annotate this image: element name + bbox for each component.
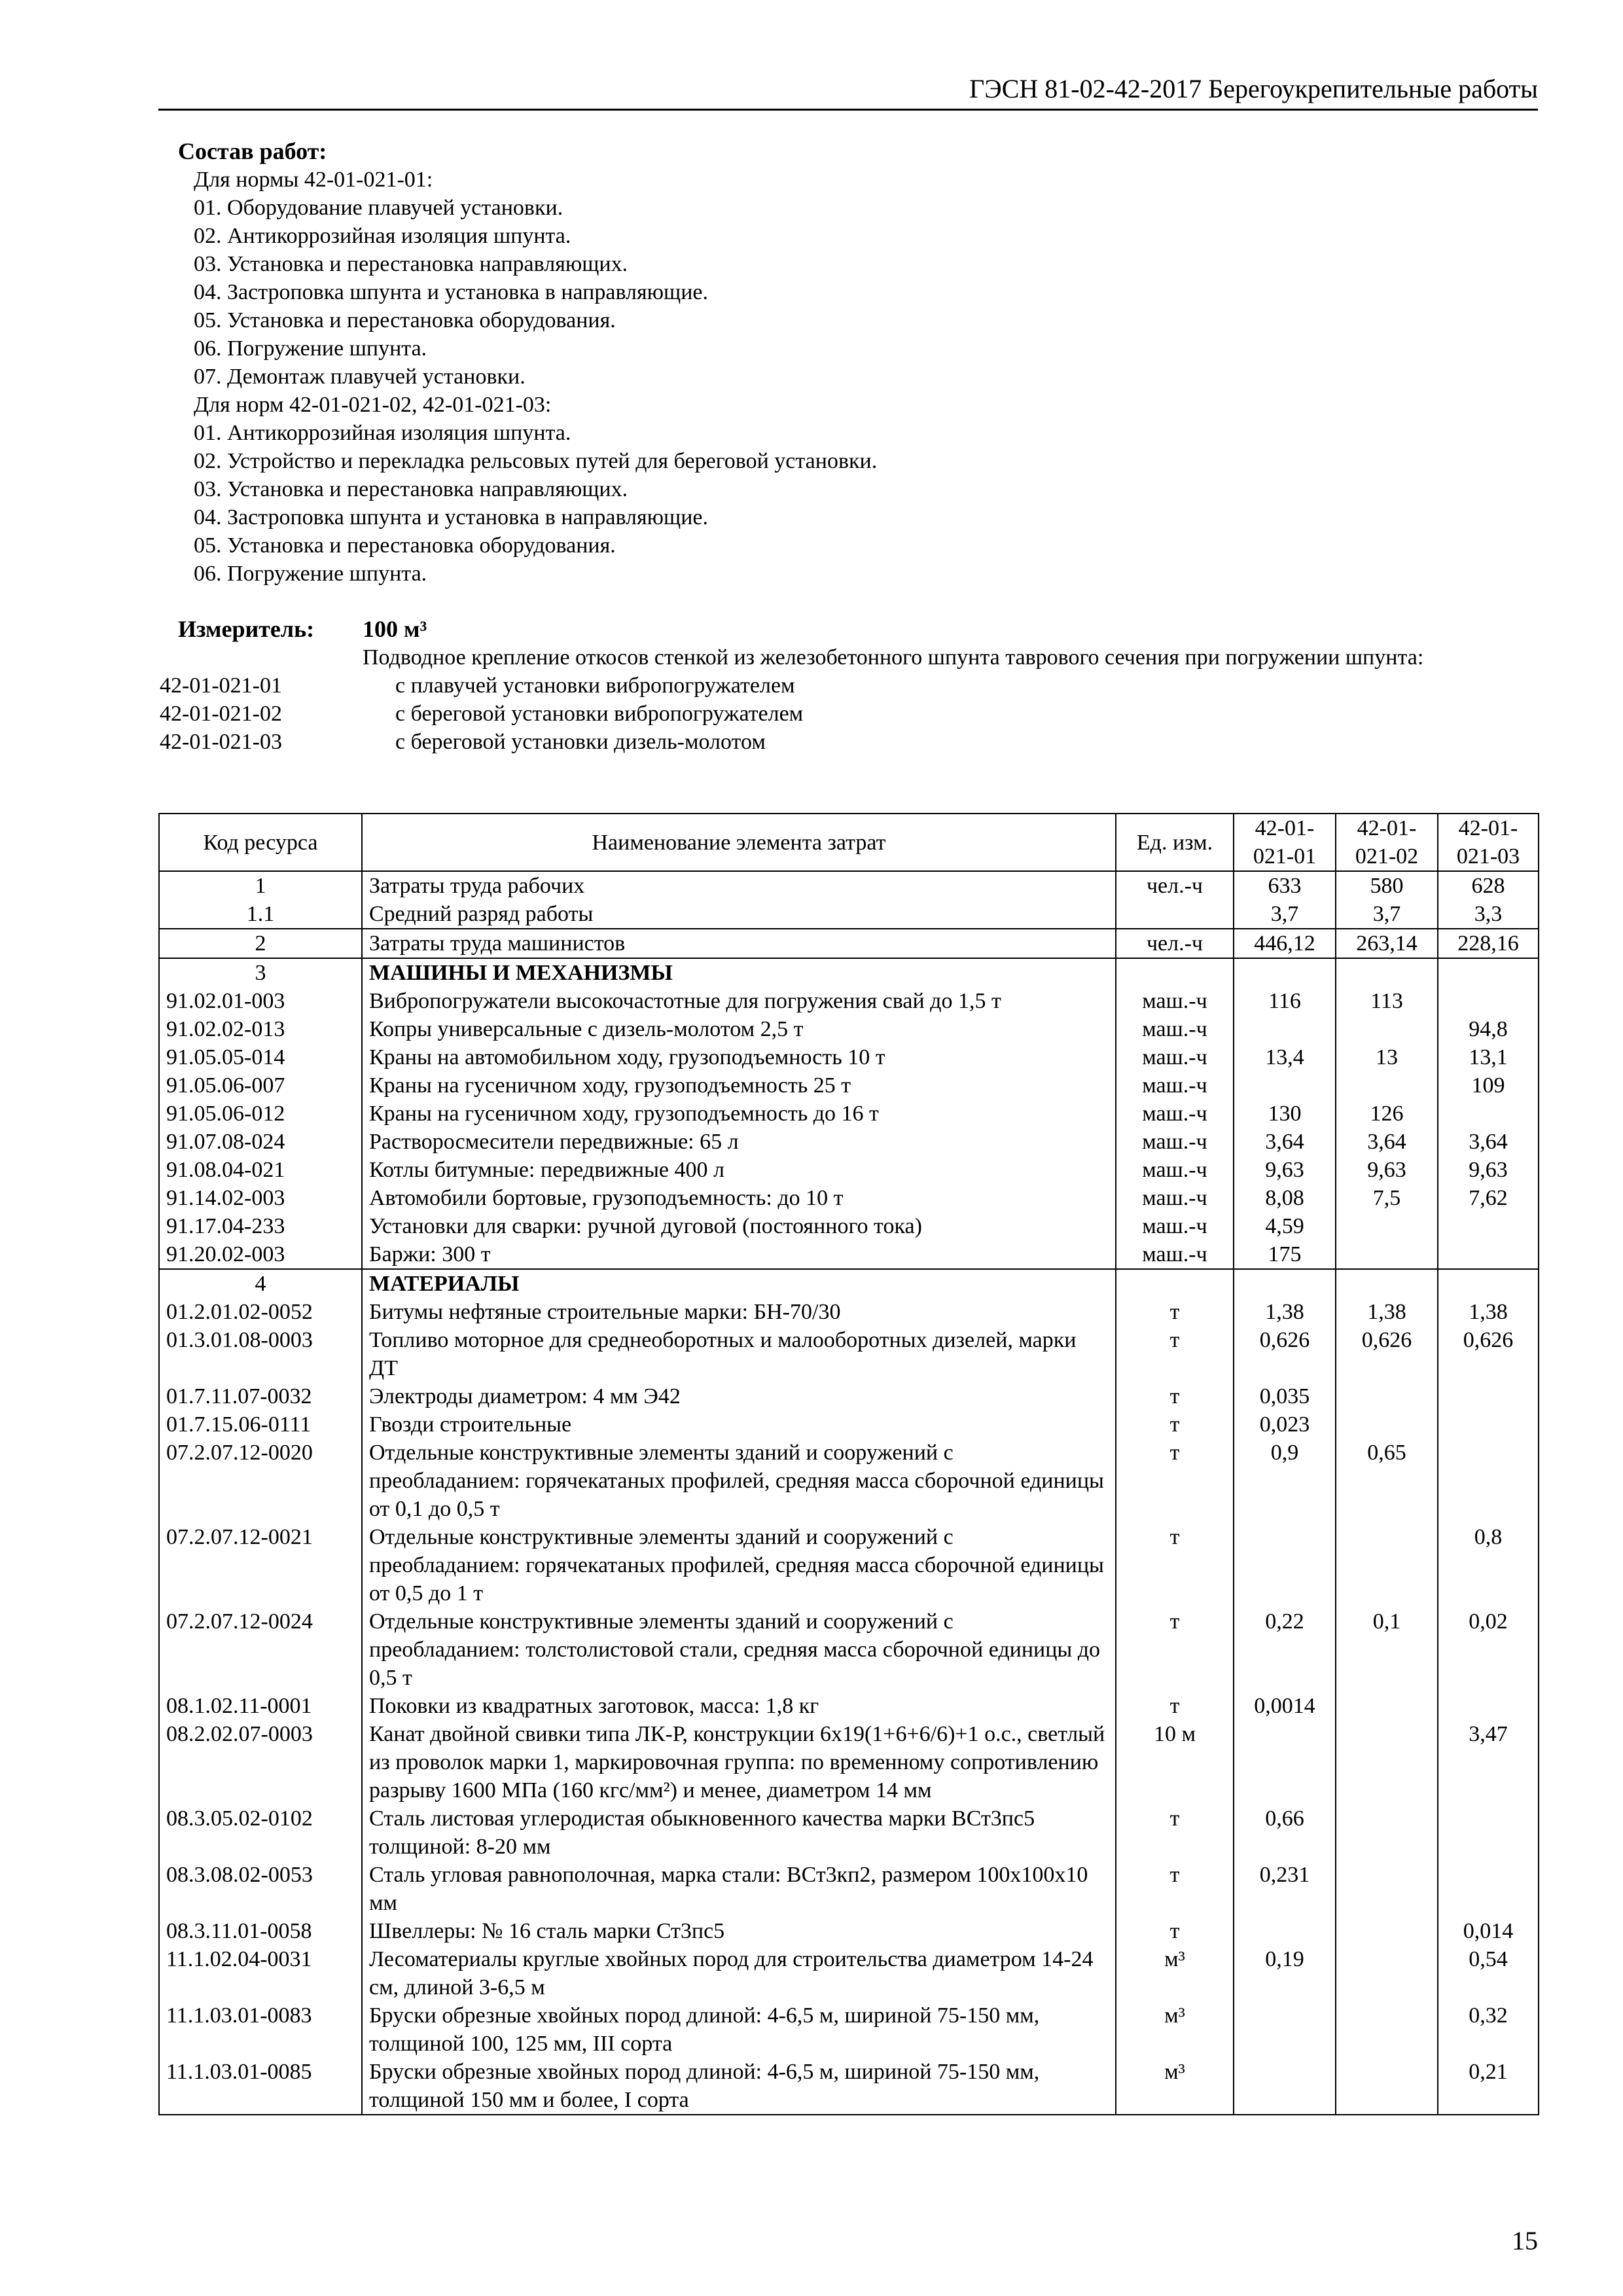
composition-line: 07. Демонтаж плавучей установки. xyxy=(194,365,526,389)
header-norm-2: 42-01-021-02 xyxy=(1336,814,1438,871)
header-unit: Ед. изм. xyxy=(1116,814,1234,871)
resource-name-cell: Баржи: 300 т xyxy=(362,1240,1116,1269)
unit-cell: т xyxy=(1116,1804,1234,1861)
value-norm-1-cell xyxy=(1234,958,1336,987)
value-norm-2-cell xyxy=(1336,1212,1438,1240)
variant-code: 42-01-021-03 xyxy=(160,730,282,754)
value-norm-1-cell xyxy=(1234,1523,1336,1607)
value-norm-3-cell xyxy=(1438,987,1539,1015)
composition-line: 05. Установка и перестановка оборудования. xyxy=(194,533,616,558)
header-norm-1: 42-01-021-01 xyxy=(1234,814,1336,871)
value-norm-3-cell: 109 xyxy=(1438,1071,1539,1100)
table-row xyxy=(159,1692,1539,1720)
unit-cell xyxy=(1116,900,1234,929)
value-norm-2-cell: 126 xyxy=(1336,1100,1438,1128)
resource-code-cell: 91.05.05-014 xyxy=(159,1043,362,1071)
resource-code-cell: 91.05.06-012 xyxy=(159,1100,362,1128)
unit-cell: маш.-ч xyxy=(1116,1184,1234,1212)
resource-name-cell: Средний разряд работы xyxy=(362,900,1116,929)
resource-name-cell: Краны на автомобильном ходу, грузоподъемность 10 т xyxy=(362,1043,1116,1071)
value-norm-3-cell: 0,626 xyxy=(1438,1326,1539,1382)
value-norm-2-cell xyxy=(1336,1720,1438,1804)
resource-name-cell: Топливо моторное для среднеоборотных и малооборотных дизелей, марки ДТ xyxy=(362,1326,1116,1382)
resource-name-cell: Вибропогружатели высокочастотные для погружения свай до 1,5 т xyxy=(362,987,1116,1015)
table-row xyxy=(159,1015,1539,1043)
resource-name-cell: Сталь листовая углеродистая обыкновенного качества марки ВСт3пс5 толщиной: 8-20 мм xyxy=(362,1804,1116,1861)
unit-cell: т xyxy=(1116,1917,1234,1945)
resource-code-cell: 91.05.06-007 xyxy=(159,1071,362,1100)
variant-row xyxy=(160,728,1541,756)
resource-name-cell: Гвозди строительные xyxy=(362,1410,1116,1439)
value-norm-3-cell: 0,8 xyxy=(1438,1523,1539,1607)
unit-cell xyxy=(1116,1269,1234,1298)
value-norm-3-cell: 0,014 xyxy=(1438,1917,1539,1945)
composition-line: 04. Застроповка шпунта и установка в направляющие. xyxy=(194,505,709,529)
resource-code-cell: 01.2.01.02-0052 xyxy=(159,1298,362,1326)
resource-name-cell: Сталь угловая равнополочная, марка стали: ВСт3кп2, размером 100х100х10 мм xyxy=(362,1861,1116,1917)
resource-code-cell: 01.7.15.06-0111 xyxy=(159,1410,362,1439)
table-row xyxy=(159,1861,1539,1917)
value-norm-3-cell xyxy=(1438,1439,1539,1523)
composition-line: Для нормы 42-01-021-01: xyxy=(194,168,433,192)
value-norm-2-cell: 3,7 xyxy=(1336,900,1438,929)
resource-name-cell: Установки для сварки: ручной дуговой (постоянного тока) xyxy=(362,1212,1116,1240)
resource-code-cell: 01.7.11.07-0032 xyxy=(159,1382,362,1410)
value-norm-3-cell: 0,32 xyxy=(1438,2001,1539,2058)
value-norm-1-cell: 0,231 xyxy=(1234,1861,1336,1917)
table-row xyxy=(159,1212,1539,1240)
work-composition xyxy=(178,137,1539,588)
value-norm-1-cell: 633 xyxy=(1234,871,1336,900)
resource-code-cell: 1.1 xyxy=(159,900,362,929)
resource-name-cell: Швеллеры: № 16 сталь марки Ст3пс5 xyxy=(362,1917,1116,1945)
header-name: Наименование элемента затрат xyxy=(362,814,1116,871)
unit-cell: т xyxy=(1116,1410,1234,1439)
composition-line: Для норм 42-01-021-02, 42-01-021-03: xyxy=(194,393,552,417)
table-row xyxy=(159,1326,1539,1382)
composition-heading: Состав работ: xyxy=(178,138,327,164)
unit-cell: т xyxy=(1116,1298,1234,1326)
table-row xyxy=(159,1523,1539,1607)
resource-name-cell: Битумы нефтяные строительные марки: БН-70/30 xyxy=(362,1298,1116,1326)
resource-name-cell: МАТЕРИАЛЫ xyxy=(362,1269,1116,1298)
value-norm-1-cell: 0,0014 xyxy=(1234,1692,1336,1720)
composition-line: 02. Антикоррозийная изоляция шпунта. xyxy=(194,224,571,248)
resource-code-cell: 4 xyxy=(159,1269,362,1298)
variant-code: 42-01-021-01 xyxy=(160,673,282,698)
table-row xyxy=(159,1439,1539,1523)
value-norm-3-cell xyxy=(1438,958,1539,987)
resource-code-cell: 3 xyxy=(159,958,362,987)
value-norm-1-cell: 4,59 xyxy=(1234,1212,1336,1240)
resource-name-cell: Отдельные конструктивные элементы зданий и сооружений с преобладанием: горячекатаных профилей, средняя масса сборочной единицы от 0,1 до 0,5 т xyxy=(362,1439,1116,1523)
value-norm-1-cell: 0,626 xyxy=(1234,1326,1336,1382)
value-norm-2-cell: 7,5 xyxy=(1336,1184,1438,1212)
value-norm-2-cell xyxy=(1336,1804,1438,1861)
resource-code-cell: 91.20.02-003 xyxy=(159,1240,362,1269)
resource-code-cell: 08.3.08.02-0053 xyxy=(159,1861,362,1917)
resource-name-cell: Краны на гусеничном ходу, грузоподъемность до 16 т xyxy=(362,1100,1116,1128)
composition-line: 01. Оборудование плавучей установки. xyxy=(194,196,563,220)
table-row xyxy=(159,987,1539,1015)
table-row xyxy=(159,958,1539,987)
resource-name-cell: МАШИНЫ И МЕХАНИЗМЫ xyxy=(362,958,1116,987)
value-norm-3-cell xyxy=(1438,1804,1539,1861)
resource-name-cell: Бруски обрезные хвойных пород длиной: 4-6,5 м, шириной 75-150 мм, толщиной 150 мм и более, I сорта xyxy=(362,2058,1116,2115)
unit-cell: чел.-ч xyxy=(1116,929,1234,958)
resource-code-cell: 08.1.02.11-0001 xyxy=(159,1692,362,1720)
value-norm-1-cell: 0,19 xyxy=(1234,1945,1336,2001)
value-norm-1-cell xyxy=(1234,2001,1336,2058)
value-norm-3-cell xyxy=(1438,1100,1539,1128)
resource-name-cell: Котлы битумные: передвижные 400 л xyxy=(362,1156,1116,1184)
value-norm-1-cell: 8,08 xyxy=(1234,1184,1336,1212)
resource-code-cell: 91.02.01-003 xyxy=(159,987,362,1015)
value-norm-2-cell xyxy=(1336,958,1438,987)
value-norm-2-cell: 113 xyxy=(1336,987,1438,1015)
value-norm-3-cell: 3,3 xyxy=(1438,900,1539,929)
resource-name-cell: Копры универсальные с дизель-молотом 2,5 т xyxy=(362,1015,1116,1043)
resource-code-cell: 07.2.07.12-0021 xyxy=(159,1523,362,1607)
table-row xyxy=(159,1607,1539,1692)
value-norm-2-cell xyxy=(1336,1410,1438,1439)
value-norm-3-cell xyxy=(1438,1861,1539,1917)
value-norm-2-cell xyxy=(1336,1240,1438,1269)
table-row xyxy=(159,1804,1539,1861)
value-norm-1-cell xyxy=(1234,2058,1336,2115)
table-row xyxy=(159,2058,1539,2115)
value-norm-2-cell: 0,626 xyxy=(1336,1326,1438,1382)
resource-code-cell: 11.1.03.01-0083 xyxy=(159,2001,362,2058)
value-norm-3-cell xyxy=(1438,1269,1539,1298)
resource-code-cell: 08.3.11.01-0058 xyxy=(159,1917,362,1945)
table-row xyxy=(159,2001,1539,2058)
table-row xyxy=(159,1071,1539,1100)
page-number: 15 xyxy=(1512,2226,1538,2255)
value-norm-2-cell: 9,63 xyxy=(1336,1156,1438,1184)
table-row xyxy=(159,1156,1539,1184)
resource-code-cell: 91.07.08-024 xyxy=(159,1128,362,1156)
table-header xyxy=(159,814,1539,871)
value-norm-1-cell xyxy=(1234,1269,1336,1298)
unit-cell: чел.-ч xyxy=(1116,871,1234,900)
unit-cell: 10 м xyxy=(1116,1720,1234,1804)
measure-label: Измеритель: xyxy=(178,616,315,642)
value-norm-1-cell: 0,035 xyxy=(1234,1382,1336,1410)
resource-name-cell: Растворосмесители передвижные: 65 л xyxy=(362,1128,1116,1156)
value-norm-3-cell: 0,54 xyxy=(1438,1945,1539,2001)
value-norm-1-cell: 446,12 xyxy=(1234,929,1336,958)
unit-cell: м³ xyxy=(1116,1945,1234,2001)
variant-text: с плавучей установки вибропогружателем xyxy=(395,673,795,698)
resource-code-cell: 07.2.07.12-0024 xyxy=(159,1607,362,1692)
resource-code-cell: 91.02.02-013 xyxy=(159,1015,362,1043)
variant-code: 42-01-021-02 xyxy=(160,702,282,726)
unit-cell: маш.-ч xyxy=(1116,987,1234,1015)
value-norm-3-cell xyxy=(1438,1410,1539,1439)
value-norm-1-cell: 13,4 xyxy=(1234,1043,1336,1071)
composition-line: 06. Погружение шпунта. xyxy=(194,336,427,361)
value-norm-3-cell: 228,16 xyxy=(1438,929,1539,958)
value-norm-1-cell xyxy=(1234,1071,1336,1100)
header-norm-3: 42-01-021-03 xyxy=(1438,814,1539,871)
resource-code-cell: 07.2.07.12-0020 xyxy=(159,1439,362,1523)
unit-cell: т xyxy=(1116,1523,1234,1607)
table-row xyxy=(159,1945,1539,2001)
value-norm-1-cell: 175 xyxy=(1234,1240,1336,1269)
value-norm-2-cell: 0,65 xyxy=(1336,1439,1438,1523)
value-norm-3-cell: 9,63 xyxy=(1438,1156,1539,1184)
unit-cell: маш.-ч xyxy=(1116,1212,1234,1240)
table-body xyxy=(159,871,1539,2115)
value-norm-3-cell: 1,38 xyxy=(1438,1298,1539,1326)
table-row xyxy=(159,929,1539,958)
unit-cell: т xyxy=(1116,1326,1234,1382)
value-norm-1-cell: 116 xyxy=(1234,987,1336,1015)
value-norm-3-cell xyxy=(1438,1212,1539,1240)
value-norm-2-cell xyxy=(1336,1071,1438,1100)
value-norm-2-cell xyxy=(1336,1917,1438,1945)
resource-name-cell: Лесоматериалы круглые хвойных пород для строительства диаметром 14-24 см, длиной 3-6,5 м xyxy=(362,1945,1116,2001)
measure-block xyxy=(160,615,1541,756)
value-norm-3-cell: 0,21 xyxy=(1438,2058,1539,2115)
table-row xyxy=(159,1410,1539,1439)
value-norm-1-cell: 0,22 xyxy=(1234,1607,1336,1692)
value-norm-3-cell: 94,8 xyxy=(1438,1015,1539,1043)
header-code: Код ресурса xyxy=(159,814,362,871)
resource-name-cell: Канат двойной свивки типа ЛК-Р, конструкции 6х19(1+6+6/6)+1 о.с., светлый из проволок марки 1, маркировочная группа: по временному сопротивлению разрыву 1600 МПа (160 кгс/мм²) и менее, диаметром 14 мм xyxy=(362,1720,1116,1804)
table-row xyxy=(159,1917,1539,1945)
value-norm-2-cell xyxy=(1336,1523,1438,1607)
unit-cell: т xyxy=(1116,1692,1234,1720)
resource-name-cell: Краны на гусеничном ходу, грузоподъемность 25 т xyxy=(362,1071,1116,1100)
resource-code-cell: 91.17.04-233 xyxy=(159,1212,362,1240)
value-norm-3-cell: 3,47 xyxy=(1438,1720,1539,1804)
resource-code-cell: 2 xyxy=(159,929,362,958)
value-norm-3-cell xyxy=(1438,1692,1539,1720)
value-norm-1-cell: 0,9 xyxy=(1234,1439,1336,1523)
resource-code-cell: 11.1.02.04-0031 xyxy=(159,1945,362,2001)
resource-code-cell: 91.14.02-003 xyxy=(159,1184,362,1212)
resource-code-cell: 01.3.01.08-0003 xyxy=(159,1326,362,1382)
unit-cell: м³ xyxy=(1116,2001,1234,2058)
variant-text: с береговой установки вибропогружателем xyxy=(395,702,804,726)
value-norm-1-cell: 3,64 xyxy=(1234,1128,1336,1156)
unit-cell: маш.-ч xyxy=(1116,1043,1234,1071)
unit-cell: маш.-ч xyxy=(1116,1156,1234,1184)
resource-name-cell: Электроды диаметром: 4 мм Э42 xyxy=(362,1382,1116,1410)
table-row xyxy=(159,900,1539,929)
composition-line: 01. Антикоррозийная изоляция шпунта. xyxy=(194,421,571,445)
value-norm-1-cell xyxy=(1234,1720,1336,1804)
unit-cell: т xyxy=(1116,1861,1234,1917)
unit-cell xyxy=(1116,958,1234,987)
value-norm-2-cell: 0,1 xyxy=(1336,1607,1438,1692)
value-norm-2-cell xyxy=(1336,2001,1438,2058)
value-norm-1-cell: 0,023 xyxy=(1234,1410,1336,1439)
composition-line: 02. Устройство и перекладка рельсовых путей для береговой установки. xyxy=(194,449,878,473)
resource-name-cell: Отдельные конструктивные элементы зданий и сооружений с преобладанием: горячекатаных профилей, средняя масса сборочной единицы от 0,5 до 1 т xyxy=(362,1523,1116,1607)
table-row xyxy=(159,1382,1539,1410)
value-norm-2-cell xyxy=(1336,1692,1438,1720)
value-norm-1-cell: 1,38 xyxy=(1234,1298,1336,1326)
resource-code-cell: 11.1.03.01-0085 xyxy=(159,2058,362,2115)
table-row xyxy=(159,1128,1539,1156)
table-row xyxy=(159,1184,1539,1212)
table-row xyxy=(159,1043,1539,1071)
unit-cell: т xyxy=(1116,1439,1234,1523)
resource-table xyxy=(158,813,1539,2115)
resource-name-cell: Отдельные конструктивные элементы зданий и сооружений с преобладанием: толстолистовой стали, средняя масса сборочной единицы до 0,5 т xyxy=(362,1607,1116,1692)
value-norm-1-cell xyxy=(1234,1917,1336,1945)
resource-code-cell: 08.3.05.02-0102 xyxy=(159,1804,362,1861)
table-row xyxy=(159,1269,1539,1298)
variant-row xyxy=(160,672,1541,700)
value-norm-1-cell: 9,63 xyxy=(1234,1156,1336,1184)
resource-code-cell: 91.08.04-021 xyxy=(159,1156,362,1184)
table-row xyxy=(159,1240,1539,1269)
value-norm-3-cell xyxy=(1438,1240,1539,1269)
unit-cell: т xyxy=(1116,1607,1234,1692)
value-norm-3-cell: 7,62 xyxy=(1438,1184,1539,1212)
resource-code-cell: 1 xyxy=(159,871,362,900)
unit-cell: м³ xyxy=(1116,2058,1234,2115)
variant-text: с береговой установки дизель-молотом xyxy=(395,730,766,754)
resource-name-cell: Затраты труда машинистов xyxy=(362,929,1116,958)
running-header: ГЭСН 81-02-42-2017 Берегоукрепительные работы xyxy=(969,74,1538,103)
value-norm-2-cell xyxy=(1336,2058,1438,2115)
value-norm-3-cell: 3,64 xyxy=(1438,1128,1539,1156)
value-norm-3-cell: 628 xyxy=(1438,871,1539,900)
value-norm-2-cell xyxy=(1336,1269,1438,1298)
composition-line: 06. Погружение шпунта. xyxy=(194,562,427,586)
value-norm-2-cell: 3,64 xyxy=(1336,1128,1438,1156)
resource-name-cell: Поковки из квадратных заготовок, масса: 1,8 кг xyxy=(362,1692,1116,1720)
unit-cell: маш.-ч xyxy=(1116,1071,1234,1100)
value-norm-3-cell xyxy=(1438,1382,1539,1410)
resource-name-cell: Бруски обрезные хвойных пород длиной: 4-6,5 м, шириной 75-150 мм, толщиной 100, 125 мм, III сорта xyxy=(362,2001,1116,2058)
measure-row xyxy=(160,615,1541,643)
resource-name-cell: Автомобили бортовые, грузоподъемность: до 10 т xyxy=(362,1184,1116,1212)
table-row xyxy=(159,1720,1539,1804)
unit-cell: маш.-ч xyxy=(1116,1128,1234,1156)
value-norm-2-cell: 13 xyxy=(1336,1043,1438,1071)
value-norm-1-cell: 3,7 xyxy=(1234,900,1336,929)
table-row xyxy=(159,871,1539,900)
measure-description: Подводное крепление откосов стенкой из железобетонного шпунта таврового сечения при погружении шпунта: xyxy=(363,645,1424,670)
value-norm-2-cell: 1,38 xyxy=(1336,1298,1438,1326)
value-norm-2-cell xyxy=(1336,1382,1438,1410)
composition-line: 03. Установка и перестановка направляющих. xyxy=(194,477,628,501)
value-norm-2-cell: 580 xyxy=(1336,871,1438,900)
table-row xyxy=(159,1100,1539,1128)
value-norm-1-cell: 130 xyxy=(1234,1100,1336,1128)
measure-unit: 100 м³ xyxy=(363,616,427,642)
variant-row xyxy=(160,700,1541,728)
resource-code-cell: 08.2.02.07-0003 xyxy=(159,1720,362,1804)
composition-line: 05. Установка и перестановка оборудования. xyxy=(194,308,616,332)
value-norm-2-cell xyxy=(1336,1861,1438,1917)
unit-cell: т xyxy=(1116,1382,1234,1410)
value-norm-2-cell xyxy=(1336,1015,1438,1043)
resource-name-cell: Затраты труда рабочих xyxy=(362,871,1116,900)
table-row xyxy=(159,1298,1539,1326)
header-rule xyxy=(158,109,1538,111)
value-norm-3-cell: 0,02 xyxy=(1438,1607,1539,1692)
value-norm-3-cell: 13,1 xyxy=(1438,1043,1539,1071)
unit-cell: маш.-ч xyxy=(1116,1100,1234,1128)
value-norm-1-cell: 0,66 xyxy=(1234,1804,1336,1861)
unit-cell: маш.-ч xyxy=(1116,1240,1234,1269)
unit-cell: маш.-ч xyxy=(1116,1015,1234,1043)
value-norm-2-cell: 263,14 xyxy=(1336,929,1438,958)
value-norm-1-cell xyxy=(1234,1015,1336,1043)
value-norm-2-cell xyxy=(1336,1945,1438,2001)
composition-line: 04. Застроповка шпунта и установка в направляющие. xyxy=(194,280,709,304)
composition-line: 03. Установка и перестановка направляющих. xyxy=(194,252,628,276)
